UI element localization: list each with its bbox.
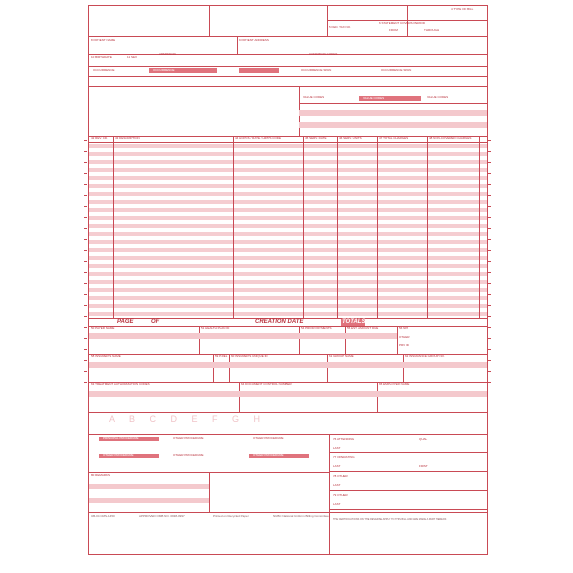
line-tick — [84, 195, 87, 196]
line-tick — [84, 151, 87, 152]
line-tick — [84, 371, 87, 372]
line-tick — [84, 305, 87, 306]
service-line-stripe — [89, 200, 488, 204]
service-line-stripe — [89, 192, 488, 196]
line-tick — [84, 184, 87, 185]
line-tick — [84, 360, 87, 361]
other-procedure-label-4: OTHER PROCEDURE — [173, 453, 204, 457]
line-tick — [488, 283, 491, 284]
occurrence-band-2 — [239, 68, 279, 73]
treatment-auth-label: 63 TREATMENT AUTHORIZATION CODES — [91, 382, 150, 386]
line-tick — [488, 206, 491, 207]
fed-tax-no-label: 5 FED. TAX NO. — [329, 25, 351, 29]
sex-label: 11 SEX — [127, 55, 137, 59]
diagnosis-watermark: A B C D E F G H — [109, 414, 267, 424]
ub04-claim-form — [88, 5, 488, 555]
line-tick — [84, 162, 87, 163]
est-amount-due-label: 55 EST. AMOUNT DUE — [347, 326, 379, 330]
service-line-stripe — [89, 288, 488, 292]
line-tick — [488, 195, 491, 196]
form-id-footer: UB-04 CMS-1450 — [91, 514, 115, 518]
line-tick — [488, 162, 491, 163]
value-codes-label: VALUE CODES — [303, 95, 325, 99]
service-line-stripe — [89, 184, 488, 188]
nubc-footer: NUBC National Uniform Billing Committee — [273, 514, 329, 518]
line-tick — [84, 327, 87, 328]
description-header: 43 DESCRIPTION — [115, 136, 140, 140]
rev-cd-header: 42 REV. CD. — [91, 136, 108, 140]
line-tick — [84, 316, 87, 317]
line-tick — [488, 140, 491, 141]
service-line-stripe — [89, 296, 488, 300]
value-codes-label-3: VALUE CODES — [427, 95, 449, 99]
serv-units-header: 46 SERV. UNITS — [339, 136, 362, 140]
health-plan-id-label: 51 HEALTH PLAN ID — [201, 326, 230, 330]
creation-date-label: CREATION DATE — [255, 319, 304, 325]
line-tick — [488, 305, 491, 306]
line-tick — [84, 239, 87, 240]
other78-last-label: LAST — [333, 483, 341, 487]
service-line-stripe — [89, 160, 488, 164]
other79-last-label: LAST — [333, 502, 341, 506]
page-label: PAGE — [117, 319, 134, 325]
line-tick — [488, 228, 491, 229]
total-charges-header: 47 TOTAL CHARGES — [379, 136, 409, 140]
totals-label: TOTALS — [342, 319, 366, 325]
line-tick — [488, 349, 491, 350]
line-tick — [84, 206, 87, 207]
document-control-label: 64 DOCUMENT CONTROL NUMBER — [241, 382, 292, 386]
line-tick — [488, 261, 491, 262]
insurance-group-no-label: 62 INSURANCE GROUP NO. — [405, 354, 445, 358]
p-rel-label: 59 P.REL — [215, 354, 228, 358]
patient-address-label: 9 PATIENT ADDRESS — [239, 38, 269, 42]
line-tick — [84, 261, 87, 262]
other78-label: 78 OTHER — [333, 474, 348, 478]
patient-name-label: 8 PATIENT NAME — [91, 38, 116, 42]
attending-last-label: LAST — [333, 446, 341, 450]
type-of-bill-label: 4 TYPE OF BILL — [451, 7, 474, 11]
line-tick — [488, 294, 491, 295]
npi-label: 56 NPI — [399, 326, 409, 330]
service-line-stripe — [89, 224, 488, 228]
service-line-stripe — [89, 280, 488, 284]
operating-last-label: LAST — [333, 464, 341, 468]
line-tick — [84, 349, 87, 350]
serv-date-header: 45 SERV. DATE — [305, 136, 327, 140]
line-tick — [84, 382, 87, 383]
other-label: OTHER — [399, 335, 410, 339]
non-covered-header: 48 NON-COVERED CHARGES — [429, 136, 472, 140]
service-lines-area — [89, 142, 488, 318]
service-line-stripe — [89, 304, 488, 308]
service-line-stripe — [89, 248, 488, 252]
service-line-stripe — [89, 232, 488, 236]
line-tick — [488, 173, 491, 174]
other-procedure-label: OTHER PROCEDURE — [173, 436, 204, 440]
insured-name-label: 58 INSURED'S NAME — [91, 354, 121, 358]
of-label: OF — [151, 319, 160, 325]
other-procedure-label-3: OTHER PROCEDURE — [103, 453, 134, 457]
occurrence-label-2: OCCURRENCE — [153, 68, 175, 72]
other-procedure-label-2: OTHER PROCEDURE — [253, 436, 284, 440]
line-tick — [84, 140, 87, 141]
recycled-paper-footer: Printed on Recycled Paper — [213, 514, 249, 518]
line-tick — [488, 184, 491, 185]
service-line-stripe — [89, 256, 488, 260]
line-tick — [84, 250, 87, 251]
line-tick — [488, 239, 491, 240]
line-tick — [84, 228, 87, 229]
line-tick — [488, 151, 491, 152]
occurrence-label: OCCURRENCE — [93, 68, 115, 72]
line-tick — [488, 272, 491, 273]
statement-through-label: THROUGH — [424, 28, 440, 32]
line-tick — [84, 338, 87, 339]
service-line-stripe — [89, 176, 488, 180]
operating-first-label: FIRST — [419, 464, 428, 468]
value-codes-label-2: VALUE CODES — [363, 96, 385, 100]
line-tick — [488, 316, 491, 317]
occurrence-span-label: OCCURRENCE SPAN — [301, 68, 332, 72]
service-line-stripe — [89, 264, 488, 268]
line-tick — [84, 173, 87, 174]
line-tick — [488, 371, 491, 372]
occurrence-span-label-2: OCCURRENCE SPAN — [381, 68, 412, 72]
line-tick — [488, 327, 491, 328]
condition-codes-label: CONDITION CODES — [309, 52, 338, 56]
group-name-label: 61 GROUP NAME — [329, 354, 354, 358]
service-line-stripe — [89, 208, 488, 212]
attending-qual-label: QUAL — [419, 437, 428, 441]
statement-from-label: FROM — [389, 28, 398, 32]
line-tick — [488, 360, 491, 361]
service-line-stripe — [89, 168, 488, 172]
certification-footer: THE CERTIFICATIONS ON THE REVERSE APPLY TO THIS BILL AND ARE MADE A PART HEREOF. — [333, 518, 447, 521]
service-line-stripe — [89, 216, 488, 220]
service-line-stripe — [89, 144, 488, 148]
prior-payments-label: 54 PRIOR PAYMENTS — [301, 326, 332, 330]
line-tick — [84, 294, 87, 295]
omb-approval-footer: APPROVED OMB NO. 0938-0997 — [139, 514, 185, 518]
service-line-stripe — [89, 240, 488, 244]
line-tick — [84, 217, 87, 218]
other79-label: 79 OTHER — [333, 493, 348, 497]
service-line-stripe — [89, 152, 488, 156]
employer-name-label: 65 EMPLOYER NAME — [379, 382, 410, 386]
insured-unique-id-label: 60 INSURED'S UNIQUE ID — [231, 354, 268, 358]
remarks-label: 80 REMARKS — [91, 473, 111, 477]
line-tick — [488, 217, 491, 218]
other-procedure-label-5: OTHER PROCEDURE — [253, 453, 284, 457]
birthdate-label: 10 BIRTHDATE — [91, 55, 112, 59]
right-line-number-marks — [488, 140, 492, 400]
prv-id-label: PRV ID — [399, 343, 409, 347]
operating-label: 77 OPERATING — [333, 455, 355, 459]
line-tick — [488, 382, 491, 383]
line-tick — [488, 250, 491, 251]
service-line-stripe — [89, 272, 488, 276]
payer-name-label: 50 PAYER NAME — [91, 326, 115, 330]
admission-label: ADMISSION — [159, 52, 176, 56]
line-tick — [84, 272, 87, 273]
statement-period-label: 6 STATEMENT COVERS PERIOD — [379, 21, 426, 25]
line-tick — [488, 338, 491, 339]
service-line-stripe — [89, 312, 488, 316]
principal-procedure-label: PRINCIPAL PROCEDURE — [103, 436, 139, 440]
attending-label: 76 ATTENDING — [333, 437, 355, 441]
line-tick — [84, 283, 87, 284]
hcpcs-header: 44 HCPCS / RATE / HIPPS CODE — [235, 136, 281, 140]
